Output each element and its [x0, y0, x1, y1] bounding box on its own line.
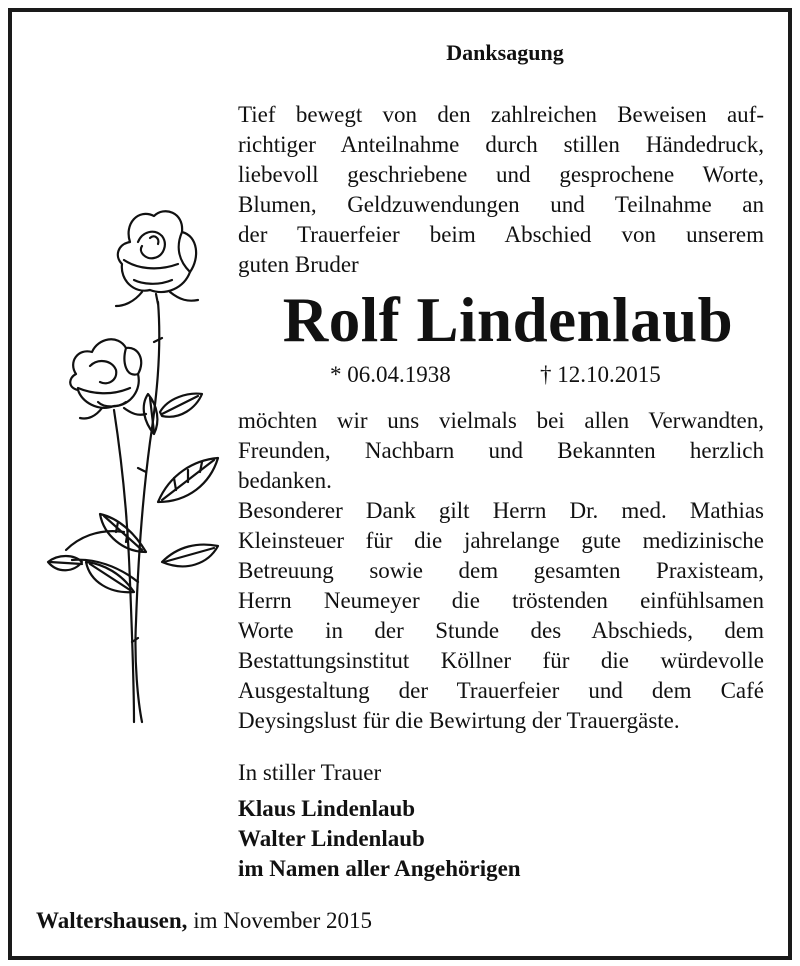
intro-line: richtiger Anteilnahme durch stillen Händedruck,	[238, 132, 764, 157]
birth-date: * 06.04.1938	[330, 362, 451, 387]
date-text: im November 2015	[193, 908, 373, 933]
intro-line: Tief bewegt von den zahlreichen Beweisen auf-	[238, 102, 764, 127]
thanks-line: Freunden, Nachbarn und Bekannten herzlich	[238, 438, 764, 463]
signatory: im Namen aller Angehörigen	[238, 856, 521, 881]
thanks-line: Kleinsteuer für die jahrelange gute medizinische	[238, 528, 764, 553]
thanks-line: Deysingslust für die Bewirtung der Trauergäste.	[238, 708, 680, 733]
intro-line: guten Bruder	[238, 252, 359, 277]
intro-paragraph	[238, 100, 764, 280]
heading: Danksagung	[446, 40, 564, 65]
thanks-line: bedanken.	[238, 468, 332, 493]
intro-line: Blumen, Geldzuwendungen und Teilnahme an	[238, 192, 764, 217]
signatory: Walter Lindenlaub	[238, 826, 425, 851]
thanks-line: Betreuung sowie dem gesamten Praxisteam,	[238, 558, 764, 583]
thanks-paragraph	[238, 406, 764, 736]
intro-line: der Trauerfeier beim Abschied von unserem	[238, 222, 764, 247]
rose-illustration	[38, 202, 228, 732]
place-name: Waltershausen,	[36, 908, 188, 933]
thanks-line: Besonderer Dank gilt Herrn Dr. med. Mathias	[238, 498, 764, 523]
thanks-line: Worte in der Stunde des Abschieds, dem	[238, 618, 764, 643]
deceased-name: Rolf Lindenlaub	[282, 285, 734, 355]
thanks-line: Bestattungsinstitut Köllner für die würdevolle	[238, 648, 764, 673]
place-date	[36, 908, 372, 934]
intro-line: liebevoll geschriebene und gesprochene Worte,	[238, 162, 764, 187]
thanks-line: Ausgestaltung der Trauerfeier und dem Café	[238, 678, 764, 703]
mourning-text: In stiller Trauer	[238, 760, 382, 785]
thanks-line: Herrn Neumeyer die tröstenden einfühlsamen	[238, 588, 764, 613]
signatory: Klaus Lindenlaub	[238, 796, 416, 821]
notice-frame	[8, 8, 792, 960]
death-date: † 12.10.2015	[540, 362, 661, 387]
thanks-line: möchten wir uns vielmals bei allen Verwandten,	[238, 408, 764, 433]
